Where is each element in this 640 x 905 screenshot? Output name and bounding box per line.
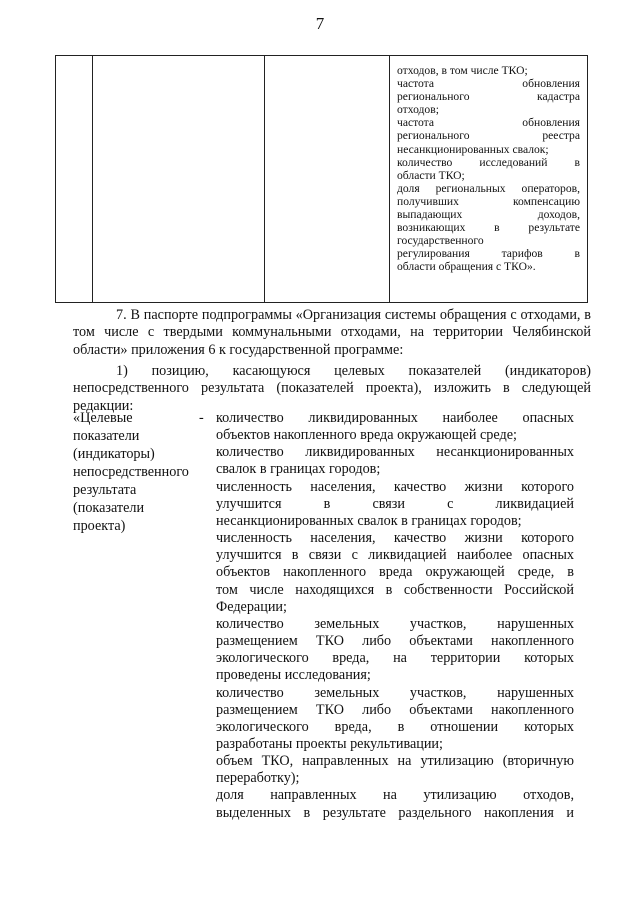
table-cell-line: получивших компенсацию — [397, 194, 580, 208]
desc-line: количество ликвидированных несанкционированных — [216, 444, 574, 461]
indicators-cell — [397, 64, 580, 274]
paragraph-7 — [73, 307, 591, 359]
table-cell-line: государственного — [397, 234, 484, 248]
table-cell-line: регионального реестра — [397, 129, 580, 143]
term-line: показатели — [73, 428, 140, 444]
desc-line: том числе находящихся в собственности Российской — [216, 581, 574, 598]
continuation-table — [55, 55, 588, 303]
table-cell-line: области обращения с ТКО». — [397, 260, 536, 274]
term-line: «Целевые — [73, 410, 133, 426]
desc-line: объектов накопленного вреда окружающей среде; — [216, 427, 517, 444]
table-cell-line: возникающих в результате — [397, 221, 580, 235]
desc-line: размещением ТКО либо объектами накопленного — [216, 633, 574, 650]
table-cell-line: регулирования тарифов в — [397, 247, 580, 261]
table-cell-line: регионального кадастра — [397, 90, 580, 104]
table-column-divider — [389, 56, 390, 302]
desc-line: объем ТКО, направленных на утилизацию (вторичную — [216, 753, 574, 770]
desc-line: Федерации; — [216, 598, 287, 615]
desc-line: проведены исследования; — [216, 667, 371, 684]
table-cell-line: доля региональных операторов, — [397, 181, 580, 195]
desc-line: экологического вреда, на территории которых — [216, 650, 574, 667]
table-cell-line: отходов; — [397, 103, 439, 117]
term-line: (индикаторы) — [73, 446, 155, 462]
desc-line: разработаны проекты рекультивации; — [216, 735, 443, 752]
term-line: (показатели — [73, 500, 145, 516]
desc-line: количество земельных участков, нарушенных — [216, 615, 574, 632]
table-cell-line: частота обновления — [397, 116, 580, 130]
term-line: проекта) — [73, 518, 126, 534]
table-cell-line: частота обновления — [397, 77, 580, 91]
desc-line: доля направленных на утилизацию отходов, — [216, 787, 574, 804]
paragraph-7-text: 7. В паспорте подпрограммы «Организация системы обращения с отходами, в том числе с твердыми коммунальными отходами, на территории Челябинской области» приложения 6 к государственной программе: — [73, 307, 591, 358]
table-column-divider — [264, 56, 265, 302]
paragraph-1 — [73, 363, 591, 415]
term-line: непосредственного — [73, 464, 189, 480]
desc-line: улучшится в связи с ликвидацией — [216, 495, 574, 512]
table-cell-line: области ТКО; — [397, 168, 465, 182]
paragraph-1-text: 1) позицию, касающуюся целевых показателей (индикаторов) непосредственного результата (показателей проекта), изложить в следующей редакции: — [73, 363, 591, 414]
term-line: результата — [73, 482, 137, 498]
desc-line: численность населения, качество жизни которого — [216, 478, 574, 495]
page-number: 7 — [315, 14, 325, 33]
desc-line: численность населения, качество жизни которого — [216, 530, 574, 547]
desc-line: улучшится в связи с ликвидацией наиболее опасных — [216, 547, 574, 564]
table-cell-line: отходов, в том числе ТКО; — [397, 64, 528, 77]
table-column-divider — [92, 56, 93, 302]
desc-line: выделенных в результате раздельного накопления и — [216, 804, 574, 821]
desc-line: экологического вреда, в отношении которых — [216, 718, 574, 735]
desc-line: переработку); — [216, 770, 300, 787]
definition-description — [216, 410, 574, 822]
table-cell-line: выпадающих доходов, — [397, 208, 580, 222]
definition-dash: - — [199, 410, 204, 426]
desc-line: количество ликвидированных наиболее опасных — [216, 410, 574, 426]
desc-line: размещением ТКО либо объектами накопленного — [216, 701, 574, 718]
desc-line: несанкционированных свалок в границах городов; — [216, 512, 522, 529]
desc-line: количество земельных участков, нарушенных — [216, 684, 574, 701]
table-cell-line: количество исследований в — [397, 155, 580, 169]
table-cell-line: несанкционированных свалок; — [397, 142, 549, 156]
desc-line: свалок в границах городов; — [216, 461, 381, 478]
desc-line: объектов накопленного вреда окружающей среде, в — [216, 564, 574, 581]
definition-term — [73, 409, 189, 535]
